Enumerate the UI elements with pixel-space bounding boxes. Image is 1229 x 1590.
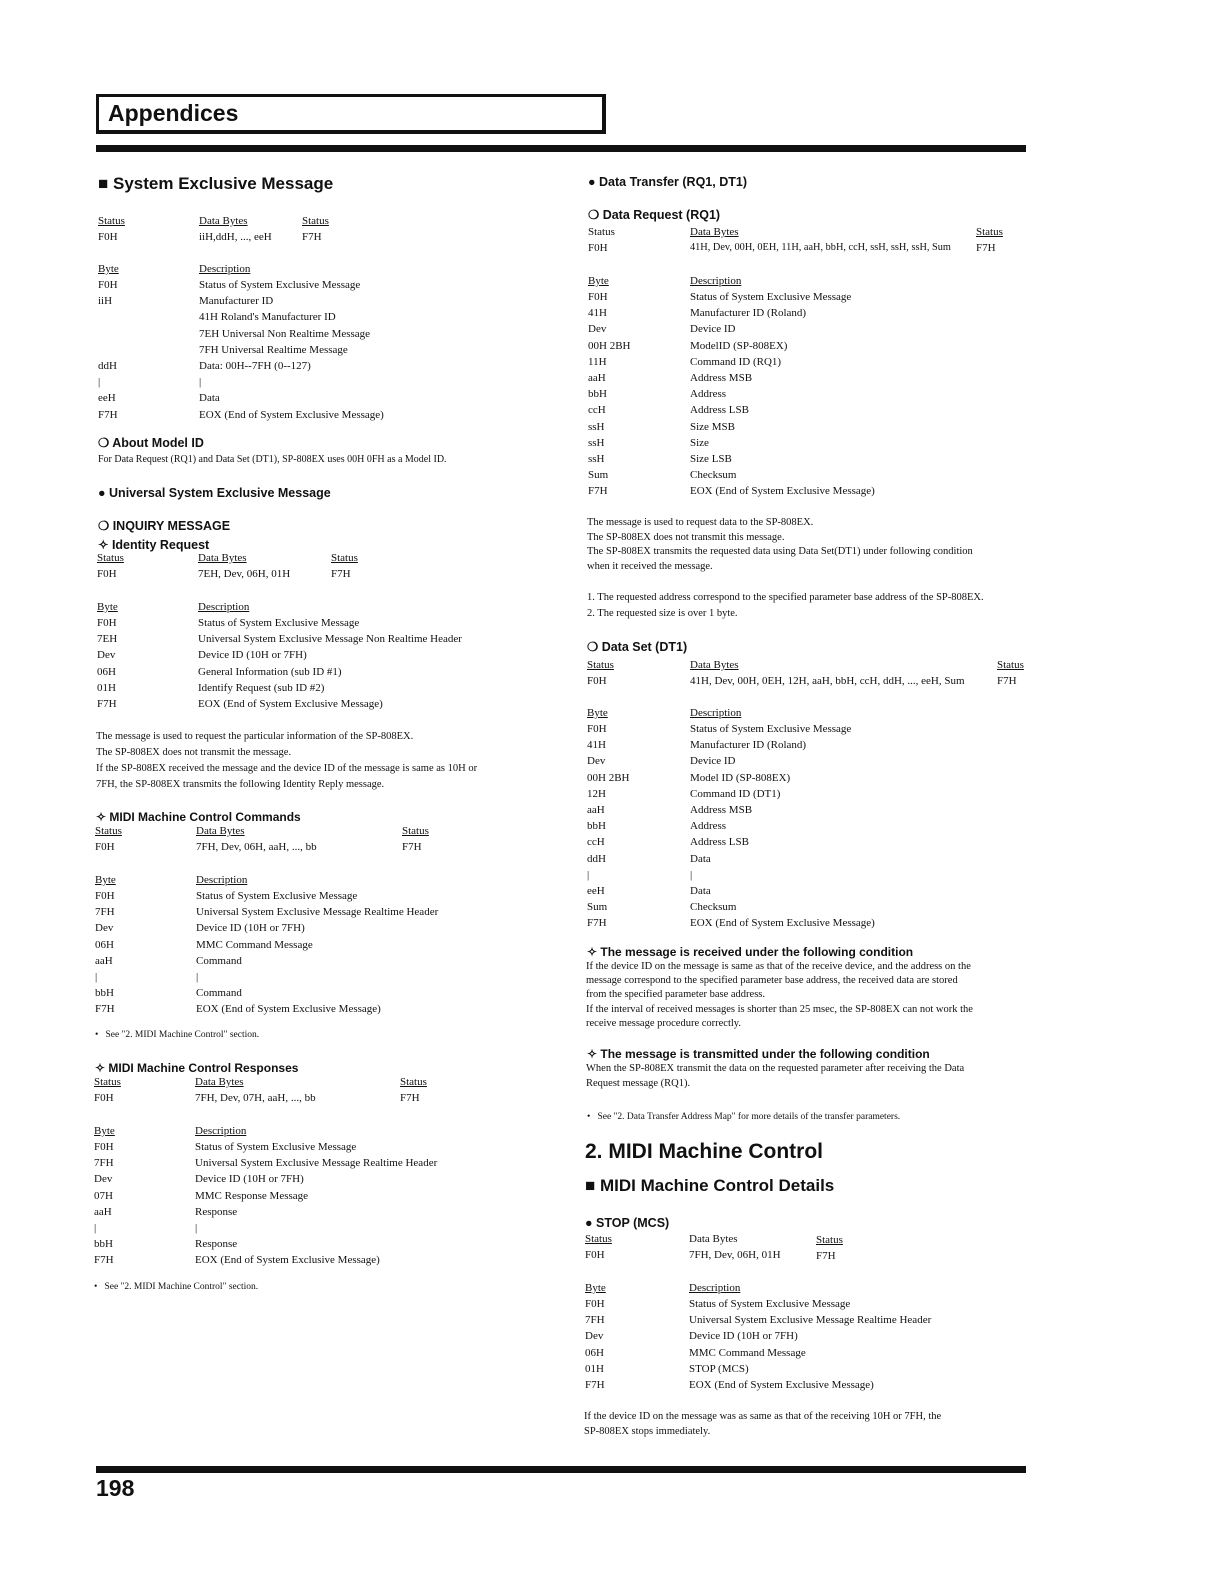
bottom-rule <box>96 1466 1026 1473</box>
inquiry-title-text: INQUIRY MESSAGE <box>112 519 231 533</box>
mmc-responses-title: ✧ MIDI Machine Control Responses <box>95 1061 299 1075</box>
description-cell: Address MSB <box>690 804 753 816</box>
col-header: Data Bytes <box>690 659 739 671</box>
byte-cell: ssH <box>588 436 605 449</box>
byte-cell: 06H <box>585 1346 604 1359</box>
byte-cell: 06H <box>97 665 116 678</box>
received-title-text: The message is received under the following condition <box>600 945 914 959</box>
cell: F7H <box>402 841 422 853</box>
description-cell: EOX (End of System Exclusive Message) <box>199 408 384 421</box>
byte-cell: F7H <box>97 698 117 710</box>
col-header: Status <box>816 1234 843 1246</box>
data-transfer-title: ● Data Transfer (RQ1, DT1) <box>588 175 747 189</box>
byte-cell: 7FH <box>585 1314 605 1327</box>
data-transfer-text: Data Transfer (RQ1, DT1) <box>599 175 747 189</box>
col-header: Description <box>199 263 251 275</box>
mmc-commands-text: MIDI Machine Control Commands <box>109 810 301 824</box>
description-cell: Response <box>195 1238 238 1251</box>
cell: iiH,ddH, ..., eeH <box>199 231 272 243</box>
description-cell: Command <box>196 954 242 967</box>
cell: F7H <box>816 1250 836 1262</box>
cell: F7H <box>997 675 1017 687</box>
byte-cell: bbH <box>588 388 607 401</box>
byte-cell: iiH <box>98 295 113 308</box>
col-header: Data Bytes <box>196 825 245 837</box>
col-header: Status <box>98 215 125 227</box>
text-line: SP-808EX stops immediately. <box>584 1425 711 1437</box>
description-cell: | <box>195 1222 198 1234</box>
description-cell: Address <box>690 388 727 401</box>
col-header: Data Bytes <box>198 552 247 564</box>
mmc-heading: 2. MIDI Machine Control <box>585 1140 824 1163</box>
cell: F7H <box>302 231 322 243</box>
universal-title: ● Universal System Exclusive Message <box>98 486 331 500</box>
col-header: Status <box>587 659 614 671</box>
byte-cell: Dev <box>588 323 607 336</box>
col-header: Byte <box>587 707 608 719</box>
byte-cell: aaH <box>94 1205 112 1218</box>
byte-cell: | <box>95 971 98 983</box>
model-id-text: For Data Request (RQ1) and Data Set (DT1), SP-808EX uses 00H 0FH as a Model ID. <box>98 454 447 465</box>
byte-cell: F0H <box>588 291 608 303</box>
description-cell: 41H Roland's Manufacturer ID <box>199 311 336 324</box>
col-header: Byte <box>95 874 116 886</box>
cell: F0H <box>95 841 115 853</box>
note: • See "2. Data Transfer Address Map" for more details of the transfer parameters. <box>587 1112 901 1122</box>
byte-cell: Dev <box>587 755 606 768</box>
text-line: when it received the message. <box>587 560 713 572</box>
byte-cell: eeH <box>587 885 605 897</box>
description-cell: MMC Response Message <box>195 1189 309 1202</box>
col-header: Description <box>196 874 248 886</box>
col-header: Description <box>690 275 742 287</box>
description-cell: Universal System Exclusive Message Non Realtime Header <box>198 633 462 646</box>
byte-cell: ddH <box>587 852 606 865</box>
description-cell: Status of System Exclusive Message <box>196 890 358 902</box>
dt1-title-text: Data Set (DT1) <box>601 640 688 654</box>
description-cell: Status of System Exclusive Message <box>199 279 361 291</box>
identity-request-text: Identity Request <box>111 538 210 552</box>
text-line: 1. The requested address correspond to the specified parameter base address of the SP-808EX. <box>587 592 984 603</box>
description-cell: General Information (sub ID #1) <box>198 665 342 678</box>
description-cell: Size <box>690 436 709 449</box>
description-cell: Command ID (DT1) <box>690 787 781 800</box>
col-header: Status <box>94 1076 121 1088</box>
description-cell: Checksum <box>690 469 737 482</box>
byte-cell: Dev <box>585 1330 604 1343</box>
byte-cell: Dev <box>95 922 114 935</box>
byte-cell: 7FH <box>94 1157 114 1170</box>
description-cell: | <box>690 868 693 881</box>
byte-cell: 11H <box>588 355 607 368</box>
text-line: receive message procedure correctly. <box>586 1017 741 1029</box>
col-header: Byte <box>94 1125 115 1137</box>
description-cell: Checksum <box>690 901 737 914</box>
description-cell: EOX (End of System Exclusive Message) <box>196 1003 381 1016</box>
cell: F0H <box>585 1249 605 1261</box>
description-cell: EOX (End of System Exclusive Message) <box>690 485 875 498</box>
byte-cell: bbH <box>94 1238 113 1251</box>
description-cell: Command ID (RQ1) <box>690 355 782 368</box>
description-cell: Model ID (SP-808EX) <box>690 771 791 784</box>
byte-cell: | <box>98 376 101 389</box>
text-line: When the SP-808EX transmit the data on the requested parameter after receiving the Data <box>586 1063 965 1074</box>
byte-cell: F0H <box>585 1298 605 1310</box>
description-cell: Status of System Exclusive Message <box>198 617 360 629</box>
byte-cell: 06H <box>95 938 114 951</box>
description-cell: Universal System Exclusive Message Realtime Header <box>689 1314 932 1327</box>
byte-cell: bbH <box>587 820 606 833</box>
text-line: The message is used to request the particular information of the SP-808EX. <box>96 731 414 742</box>
byte-cell: 12H <box>587 787 606 800</box>
page-title: Appendices <box>108 100 239 126</box>
rq1-title: ❍ Data Request (RQ1) <box>588 208 721 222</box>
description-cell: STOP (MCS) <box>689 1362 749 1375</box>
byte-cell: 01H <box>97 681 116 694</box>
byte-cell: F0H <box>94 1141 114 1153</box>
byte-cell: 00H 2BH <box>587 771 630 784</box>
byte-cell: 41H <box>587 739 606 752</box>
text-line: If the SP-808EX received the message and the device ID of the message is same as 10H or <box>96 763 478 774</box>
top-rule <box>96 145 1026 152</box>
identity-request-title: ✧ Identity Request <box>98 538 210 552</box>
byte-cell: aaH <box>588 372 606 384</box>
byte-cell: Dev <box>94 1173 113 1186</box>
cell: F0H <box>97 568 117 580</box>
byte-cell: Sum <box>587 901 608 914</box>
col-header: Status <box>95 825 122 837</box>
byte-cell: F7H <box>95 1003 115 1016</box>
byte-cell: Dev <box>97 649 116 662</box>
description-cell: Device ID (10H or 7FH) <box>198 649 307 662</box>
cell: F7H <box>331 568 351 580</box>
transmitted-title: ✧ The message is transmitted under the following condition <box>587 1047 930 1061</box>
byte-cell: F7H <box>98 408 118 421</box>
description-cell: Response <box>195 1205 238 1218</box>
note-text: See "2. Data Transfer Address Map" for more details of the transfer parameters. <box>597 1112 901 1122</box>
description-cell: | <box>196 971 199 983</box>
cell: F7H <box>976 242 996 254</box>
description-cell: Data <box>690 852 711 865</box>
mmc-details-text: MIDI Machine Control Details <box>600 1176 835 1195</box>
description-cell: Device ID (10H or 7FH) <box>196 922 305 935</box>
byte-cell: 41H <box>588 307 607 320</box>
universal-title-text: Universal System Exclusive Message <box>109 486 331 500</box>
byte-cell: 7EH <box>97 633 118 646</box>
byte-cell: ssH <box>588 420 605 433</box>
col-header: Description <box>195 1125 247 1137</box>
col-header: Data Bytes <box>195 1076 244 1088</box>
description-cell: EOX (End of System Exclusive Message) <box>198 698 383 710</box>
stop-title-text: STOP (MCS) <box>596 1216 670 1230</box>
col-header: Data Bytes <box>689 1233 738 1245</box>
model-id-title: ❍ About Model ID <box>98 436 204 450</box>
col-header: Status <box>976 226 1003 238</box>
received-title: ✧ The message is received under the following condition <box>587 945 914 959</box>
description-cell: | <box>199 376 202 389</box>
col-header: Status <box>588 226 615 238</box>
byte-cell: ccH <box>588 404 606 417</box>
note-text: See "2. MIDI Machine Control" section. <box>104 1282 259 1292</box>
text-line: The SP-808EX transmits the requested data using Data Set(DT1) under following condition <box>587 546 973 557</box>
description-cell: Universal System Exclusive Message Realtime Header <box>196 906 439 919</box>
col-header: Description <box>198 601 250 613</box>
model-id-title-text: About Model ID <box>112 436 204 450</box>
col-header: Description <box>689 1282 741 1294</box>
cell: 7EH, Dev, 06H, 01H <box>198 568 291 580</box>
byte-cell: Sum <box>588 469 609 482</box>
byte-cell: F7H <box>94 1254 114 1267</box>
rq1-title-text: Data Request (RQ1) <box>602 208 721 222</box>
col-header: Status <box>400 1076 427 1088</box>
col-header: Status <box>302 215 329 227</box>
col-header: Status <box>585 1233 612 1245</box>
col-header: Byte <box>98 263 119 275</box>
transmitted-title-text: The message is transmitted under the following condition <box>600 1047 930 1061</box>
byte-cell: F0H <box>97 617 117 629</box>
col-header: Data Bytes <box>690 226 739 238</box>
description-cell: EOX (End of System Exclusive Message) <box>195 1254 380 1267</box>
byte-cell: F0H <box>587 723 607 735</box>
cell: 41H, Dev, 00H, 0EH, 12H, aaH, bbH, ccH, ddH, ..., eeH, Sum <box>690 675 965 687</box>
description-cell: MMC Command Message <box>196 938 313 951</box>
mmc-responses-text: MIDI Machine Control Responses <box>108 1061 299 1075</box>
byte-cell: | <box>587 868 590 881</box>
byte-cell: ccH <box>587 836 605 849</box>
byte-cell: ssH <box>588 453 605 465</box>
text-line: The SP-808EX does not transmit the message. <box>96 747 292 758</box>
byte-cell: F7H <box>587 917 607 930</box>
description-cell: 7EH Universal Non Realtime Message <box>199 327 371 340</box>
description-cell: Address LSB <box>690 836 749 849</box>
description-cell: Data: 00H--7FH (0--127) <box>199 360 311 372</box>
page-number: 198 <box>96 1475 135 1501</box>
description-cell: Address MSB <box>690 372 753 384</box>
col-header: Byte <box>585 1282 606 1294</box>
description-cell: Data <box>199 392 220 405</box>
description-cell: ModelID (SP-808EX) <box>690 339 788 352</box>
byte-cell: 01H <box>585 1362 604 1375</box>
description-cell: Status of System Exclusive Message <box>690 291 852 303</box>
description-cell: EOX (End of System Exclusive Message) <box>690 917 875 930</box>
description-cell: Address LSB <box>690 404 749 417</box>
col-header: Status <box>997 659 1024 671</box>
byte-cell: F7H <box>585 1379 605 1391</box>
description-cell: Status of System Exclusive Message <box>195 1141 357 1153</box>
cell: 7FH, Dev, 07H, aaH, ..., bb <box>195 1092 316 1104</box>
text-line: If the device ID on the message is same as that of the receive device, and the address on the <box>586 961 971 972</box>
byte-cell: | <box>94 1222 97 1234</box>
text-line: If the interval of received messages is shorter than 25 msec, the SP-808EX can not work the <box>586 1003 973 1015</box>
byte-cell: 07H <box>94 1189 113 1202</box>
byte-cell: eeH <box>98 392 116 405</box>
description-cell: Data <box>690 885 711 897</box>
col-header: Status <box>402 825 429 837</box>
description-cell: Device ID <box>690 755 736 768</box>
text-line: The message is used to request data to the SP-808EX. <box>587 517 814 528</box>
description-cell: Address <box>690 820 727 833</box>
byte-cell: bbH <box>95 987 114 1000</box>
byte-cell: aaH <box>587 804 605 816</box>
description-cell: Size MSB <box>690 420 735 433</box>
col-header: Status <box>97 552 124 564</box>
section-sysex-title: ■ System Exclusive Message <box>98 174 334 193</box>
text-line: Request message (RQ1). <box>586 1077 691 1089</box>
text-line: If the device ID on the message was as same as that of the receiving 10H or 7FH, the <box>584 1411 942 1422</box>
text-line: The SP-808EX does not transmit this message. <box>587 531 785 543</box>
byte-cell: 7FH <box>95 906 115 919</box>
description-cell: Status of System Exclusive Message <box>690 723 852 735</box>
description-cell: Manufacturer ID (Roland) <box>690 307 807 320</box>
sysex-title-text: System Exclusive Message <box>113 174 334 193</box>
cell: 41H, Dev, 00H, 0EH, 11H, aaH, bbH, ccH, ssH, ssH, ssH, Sum <box>690 242 951 253</box>
description-cell: Universal System Exclusive Message Realtime Header <box>195 1157 438 1170</box>
byte-cell: aaH <box>95 954 113 967</box>
cell: F0H <box>587 675 607 687</box>
description-cell: Status of System Exclusive Message <box>689 1298 851 1310</box>
byte-cell: F0H <box>98 279 118 291</box>
cell: F7H <box>400 1092 420 1104</box>
byte-cell: F7H <box>588 485 608 498</box>
text-line: 7FH, the SP-808EX transmits the following Identity Reply message. <box>96 779 385 790</box>
description-cell: Command <box>196 987 242 1000</box>
cell: 7FH, Dev, 06H, aaH, ..., bb <box>196 841 317 853</box>
description-cell: 7FH Universal Realtime Message <box>199 343 348 356</box>
description-cell: Size LSB <box>690 453 732 465</box>
stop-title: ● STOP (MCS) <box>585 1216 670 1230</box>
col-header: Status <box>331 552 358 564</box>
dt1-title: ❍ Data Set (DT1) <box>587 640 688 654</box>
note: • See "2. MIDI Machine Control" section. <box>94 1282 259 1292</box>
byte-cell: ddH <box>98 360 117 372</box>
description-cell: Manufacturer ID (Roland) <box>690 739 807 752</box>
mmc-details-title: ■ MIDI Machine Control Details <box>585 1176 835 1195</box>
description-cell: Device ID (10H or 7FH) <box>689 1330 798 1343</box>
byte-cell: F0H <box>95 890 115 902</box>
note-text: See "2. MIDI Machine Control" section. <box>105 1030 260 1040</box>
col-header: Byte <box>588 275 609 287</box>
col-header: Byte <box>97 601 118 613</box>
description-cell: Manufacturer ID <box>199 295 274 308</box>
text-line: 2. The requested size is over 1 byte. <box>587 608 738 619</box>
note: • See "2. MIDI Machine Control" section. <box>95 1030 260 1040</box>
description-cell: EOX (End of System Exclusive Message) <box>689 1379 874 1391</box>
mmc-commands-title: ✧ MIDI Machine Control Commands <box>96 810 301 824</box>
cell: F0H <box>98 231 118 243</box>
col-header: Description <box>690 707 742 719</box>
text-line: message correspond to the specified parameter base address, the received data are stored <box>586 975 958 987</box>
cell: F0H <box>588 242 608 254</box>
description-cell: Device ID <box>690 323 736 336</box>
description-cell: Identify Request (sub ID #2) <box>198 681 325 694</box>
col-header: Data Bytes <box>199 215 248 227</box>
byte-cell: 00H 2BH <box>588 339 631 352</box>
description-cell: MMC Command Message <box>689 1346 806 1359</box>
inquiry-title: ❍ INQUIRY MESSAGE <box>98 519 231 533</box>
cell: 7FH, Dev, 06H, 01H <box>689 1249 781 1261</box>
cell: F0H <box>94 1092 114 1104</box>
description-cell: Device ID (10H or 7FH) <box>195 1173 304 1186</box>
text-line: from the specified parameter base address. <box>586 989 766 1001</box>
